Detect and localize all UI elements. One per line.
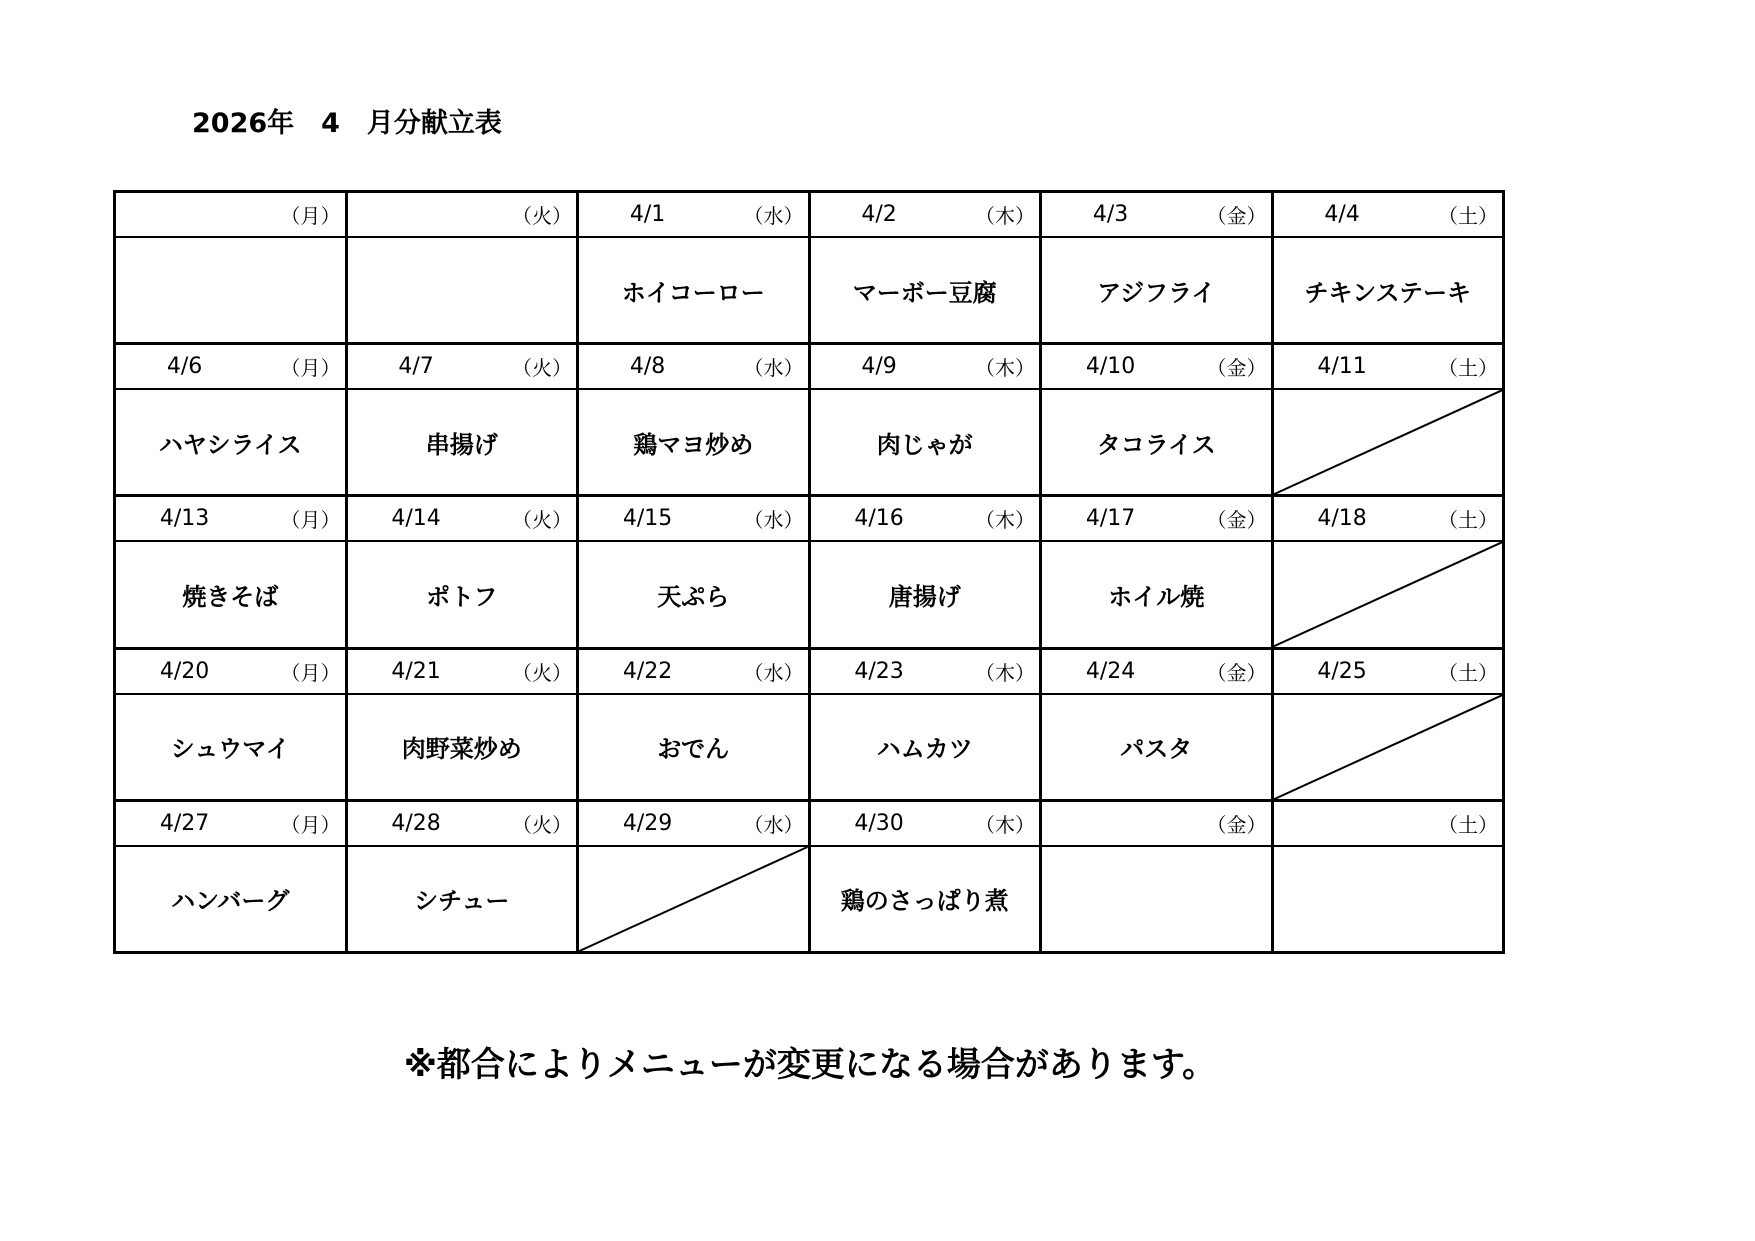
date-header-row: [116, 650, 1502, 695]
date-cell: [1042, 193, 1274, 236]
menu-item-label: 鶏のさっぱり煮: [840, 887, 1009, 916]
menu-calendar: [113, 190, 1505, 954]
menu-cell: [579, 390, 811, 494]
weekday-label: （水）: [743, 356, 804, 381]
date-cell: [1274, 497, 1503, 540]
no-menu-slash: [1274, 695, 1503, 799]
date-cell: [348, 345, 580, 388]
weekday-label: （土）: [1438, 356, 1498, 381]
weekday-label: （金）: [1206, 812, 1267, 837]
menu-cell: [1274, 695, 1503, 799]
date-cell: [811, 193, 1043, 236]
date-label: 4/16: [854, 506, 904, 532]
page-title: 2026年 4 月分献立表: [192, 108, 502, 139]
date-cell: [348, 497, 580, 540]
weekday-label: （火）: [512, 660, 572, 685]
date-cell: [579, 345, 811, 388]
weekday-label: （土）: [1438, 204, 1498, 228]
menu-cell: [1042, 542, 1274, 646]
menu-item-label: パスタ: [1120, 735, 1193, 764]
date-label: [116, 193, 253, 236]
date-label: 4/2: [861, 202, 897, 227]
date-cell: [1042, 650, 1274, 693]
date-cell: [116, 650, 348, 693]
menu-item-label: アジフライ: [1097, 278, 1216, 307]
date-header-row: [116, 193, 1502, 238]
menu-item-label: [348, 238, 577, 342]
date-cell: [348, 193, 580, 236]
menu-item-label: ポトフ: [426, 583, 498, 611]
menu-cell: [116, 238, 348, 342]
menu-item-label: 天ぷら: [657, 583, 730, 611]
no-menu-slash: [1274, 390, 1503, 494]
weekday-label: （土）: [1438, 812, 1498, 837]
date-label: 4/8: [629, 354, 666, 380]
date-label: 4/7: [398, 354, 434, 380]
date-cell: [579, 497, 811, 540]
menu-cell: [1042, 695, 1274, 799]
menu-cell: [116, 542, 348, 646]
menu-item-label: ハムカツ: [876, 735, 973, 764]
weekday-label: （金）: [1206, 508, 1267, 533]
date-cell: [579, 650, 811, 693]
menu-item-label: 肉じゃが: [876, 430, 973, 459]
menu-item-label: 肉野菜炒め: [401, 735, 522, 764]
date-cell: [1274, 193, 1503, 236]
menu-item-label: [116, 238, 345, 342]
date-header-row: [116, 345, 1502, 390]
menu-cell: [579, 695, 811, 799]
weekday-label: （火）: [512, 812, 572, 837]
menu-cell: [1042, 847, 1274, 951]
menu-item-label: 焼きそば: [182, 583, 279, 611]
menu-cell: [1274, 238, 1503, 342]
no-menu-slash: [1274, 542, 1503, 646]
weekday-label: （土）: [1438, 660, 1498, 685]
menu-item-label: ハヤシライス: [158, 430, 302, 459]
date-label: [348, 193, 485, 236]
menu-item-label: マーボー豆腐: [852, 278, 997, 307]
menu-cell: [579, 238, 811, 342]
week-row: [116, 497, 1502, 649]
date-cell: [116, 802, 348, 845]
menu-row: [116, 238, 1502, 342]
date-cell: [811, 802, 1043, 845]
weekday-label: （月）: [280, 812, 341, 837]
date-label: 4/10: [1085, 354, 1136, 380]
date-label: 4/21: [391, 658, 441, 684]
date-label: 4/24: [1085, 658, 1136, 684]
menu-item-label: チキンステーキ: [1304, 278, 1472, 307]
menu-cell: [116, 695, 348, 799]
week-row: [116, 345, 1502, 497]
menu-cell: [579, 542, 811, 646]
menu-row: [116, 390, 1502, 494]
date-label: [1042, 802, 1179, 845]
menu-item-label: ホイコーロー: [621, 278, 765, 307]
date-cell: [1274, 802, 1503, 845]
weekday-label: （月）: [280, 508, 341, 533]
date-cell: [579, 193, 811, 236]
change-notice: ※都合によりメニューが変更になる場合があります。: [403, 1045, 1217, 1085]
date-label: 4/1: [629, 202, 666, 227]
week-row: [116, 650, 1502, 802]
weekday-label: （月）: [280, 204, 341, 228]
date-label: 4/23: [854, 658, 904, 684]
menu-item-label: シチュー: [414, 887, 510, 916]
menu-cell: [1274, 390, 1503, 494]
menu-cell: [579, 847, 811, 951]
menu-row: [116, 542, 1502, 646]
date-label: 4/28: [391, 810, 441, 836]
weekday-label: （木）: [975, 508, 1035, 533]
menu-cell: [348, 695, 580, 799]
weekday-label: （金）: [1206, 660, 1267, 685]
menu-cell: [811, 847, 1043, 951]
date-header-row: [116, 802, 1502, 847]
menu-cell: [348, 847, 580, 951]
menu-item-label: 串揚げ: [425, 430, 498, 459]
menu-item-label: 鶏マヨ炒め: [633, 430, 754, 459]
date-label: 4/9: [861, 354, 897, 380]
menu-cell: [348, 390, 580, 494]
menu-cell: [1274, 847, 1503, 951]
date-cell: [116, 497, 348, 540]
weekday-label: （火）: [512, 508, 572, 533]
date-label: 4/22: [622, 658, 673, 684]
date-label: 4/6: [166, 354, 203, 380]
date-cell: [1042, 497, 1274, 540]
weekday-label: （木）: [975, 356, 1035, 381]
no-menu-slash: [579, 847, 808, 951]
weekday-label: （火）: [512, 356, 572, 381]
menu-cell: [348, 542, 580, 646]
menu-cell: [348, 238, 580, 342]
date-label: 4/15: [622, 506, 673, 532]
weekday-label: （金）: [1206, 356, 1267, 381]
weekday-label: （月）: [280, 660, 341, 685]
date-cell: [1274, 650, 1503, 693]
weekday-label: （木）: [975, 812, 1035, 837]
weekday-label: （木）: [975, 660, 1035, 685]
date-label: 4/20: [159, 658, 210, 684]
date-cell: [116, 345, 348, 388]
date-label: 4/17: [1085, 506, 1136, 532]
weekday-label: （火）: [512, 204, 572, 228]
menu-item-label: シュウマイ: [170, 735, 290, 764]
date-cell: [1274, 345, 1503, 388]
date-label: 4/29: [622, 810, 673, 836]
menu-item-label: おでん: [657, 735, 730, 764]
date-cell: [811, 345, 1043, 388]
weekday-label: （月）: [280, 356, 341, 381]
menu-cell: [1042, 390, 1274, 494]
weekday-label: （水）: [743, 660, 804, 685]
week-row: [116, 802, 1502, 951]
date-label: 4/13: [159, 506, 210, 532]
menu-cell: [116, 847, 348, 951]
date-cell: [1042, 345, 1274, 388]
date-label: 4/14: [391, 506, 441, 532]
date-label: [1274, 802, 1411, 845]
menu-cell: [1042, 238, 1274, 342]
menu-item-label: タコライス: [1096, 430, 1216, 459]
date-label: 4/11: [1317, 354, 1367, 380]
menu-item-label: ハンバーグ: [171, 887, 290, 916]
date-cell: [348, 650, 580, 693]
menu-row: [116, 695, 1502, 799]
menu-cell: [811, 695, 1043, 799]
date-cell: [811, 650, 1043, 693]
menu-row: [116, 847, 1502, 951]
week-row: [116, 193, 1502, 345]
weekday-label: （水）: [743, 812, 804, 837]
date-cell: [116, 193, 348, 236]
weekday-label: （水）: [743, 204, 804, 228]
menu-item-label: [1042, 847, 1271, 951]
date-label: 4/27: [159, 810, 210, 836]
menu-cell: [811, 542, 1043, 646]
weekday-label: （土）: [1438, 508, 1498, 533]
menu-cell: [811, 238, 1043, 342]
menu-item-label: 唐揚げ: [888, 583, 961, 611]
date-cell: [811, 497, 1043, 540]
menu-cell: [811, 390, 1043, 494]
date-label: 4/18: [1317, 506, 1367, 532]
menu-cell: [116, 390, 348, 494]
date-cell: [1042, 802, 1274, 845]
weekday-label: （水）: [743, 508, 804, 533]
menu-item-label: [1274, 847, 1503, 951]
date-label: 4/4: [1324, 202, 1360, 227]
date-cell: [579, 802, 811, 845]
weekday-label: （木）: [975, 204, 1035, 228]
menu-item-label: ホイル焼: [1108, 583, 1205, 611]
date-label: 4/3: [1092, 202, 1129, 227]
date-label: 4/25: [1317, 658, 1367, 684]
date-label: 4/30: [854, 810, 904, 836]
date-header-row: [116, 497, 1502, 542]
menu-cell: [1274, 542, 1503, 646]
date-cell: [348, 802, 580, 845]
weekday-label: （金）: [1206, 204, 1267, 228]
